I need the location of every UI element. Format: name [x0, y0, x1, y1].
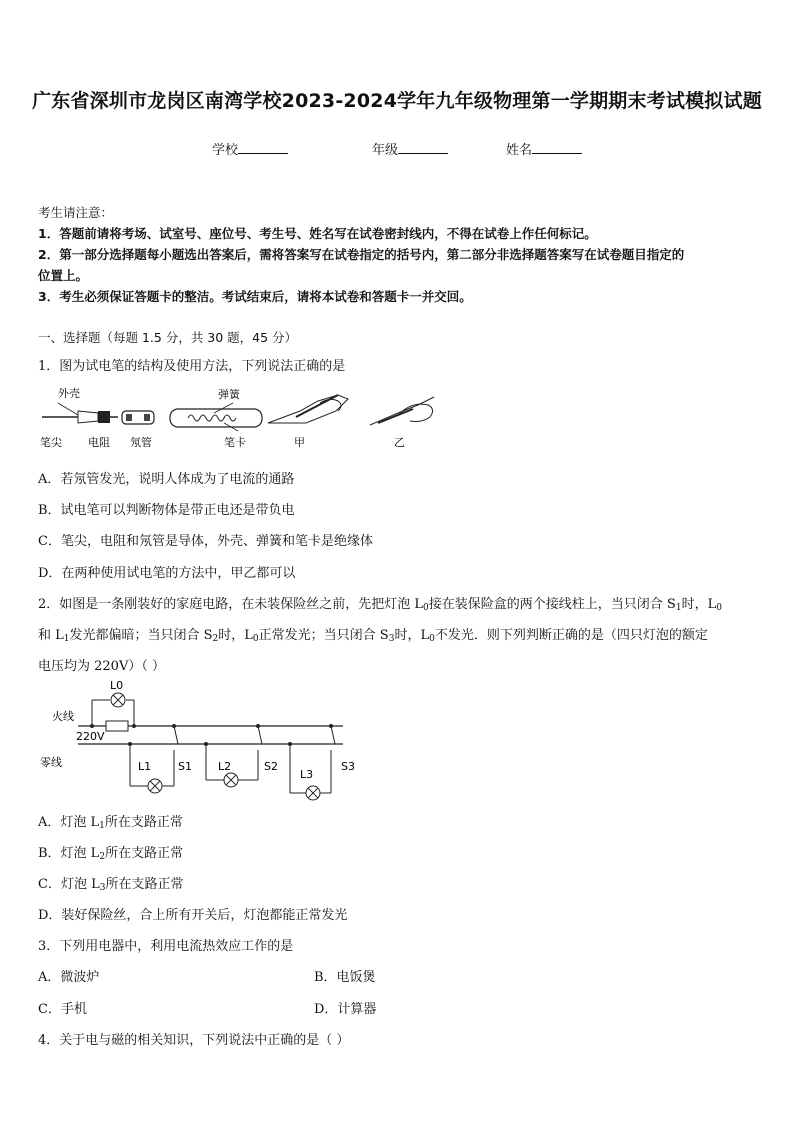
- q2-sub: 2: [212, 634, 219, 644]
- notice-item-3: 3．考生必须保证答题卡的整洁。考试结束后，请将本试卷和答题卡一并交回。: [38, 289, 472, 304]
- q2-opt-text: A．灯泡 L: [38, 815, 100, 830]
- q2-option-d: [38, 904, 347, 923]
- circuit-diagram: [38, 678, 368, 803]
- q1-option-b: B．试电笔可以判断物体是带正电还是带负电: [38, 503, 295, 518]
- q2-option-c: [38, 873, 183, 892]
- q2-opt-text: 所在支路正常: [104, 815, 183, 830]
- q2-sub: 0: [716, 603, 722, 613]
- label-live: 火线: [52, 710, 74, 723]
- label-L0: L0: [110, 679, 124, 692]
- label-yi: 乙: [394, 436, 405, 449]
- label-S2: S2: [264, 760, 278, 773]
- q2-text: 时，L: [394, 628, 430, 643]
- label-tip: 笔尖: [40, 436, 62, 449]
- q2-opt-text: D．装好保险丝，合上所有开关后，灯泡都能正常发光: [38, 908, 348, 923]
- q2-opt-text: 所在支路正常: [105, 846, 184, 861]
- grade-blank: [398, 141, 448, 154]
- q2-sub: 0: [423, 603, 429, 613]
- label-voltage: 220V: [76, 730, 105, 743]
- q1-stem: 1．图为试电笔的结构及使用方法，下列说法正确的是: [38, 359, 346, 374]
- name-field: [506, 139, 582, 158]
- q2-opt-text: B．灯泡 L: [38, 846, 100, 861]
- q3-stem: 3．下列用电器中，利用电流热效应工作的是: [38, 939, 294, 954]
- q2-opt-sub: 3: [99, 883, 106, 893]
- q2-opt-sub: 2: [99, 852, 106, 862]
- q2-opt-sub: 1: [99, 821, 105, 831]
- q2-text: 接在装保险盒的两个接线柱上，当只闭合 S: [428, 597, 676, 612]
- notice-item-2-cont: 位置上。: [38, 268, 89, 283]
- label-resistor: 电阻: [88, 436, 110, 449]
- label-L3: L3: [300, 768, 314, 781]
- q2-sub: 1: [675, 603, 682, 613]
- q2-stem-line2: [38, 624, 708, 643]
- q2-text: 正常发光；当只闭合 S: [258, 628, 389, 643]
- name-label: 姓名: [506, 143, 533, 158]
- q2-option-b: [38, 842, 183, 861]
- q1-option-a: A．若氖管发光，说明人体成为了电流的通路: [38, 472, 295, 487]
- q2-text: 不发光．则下列判断正确的是（四只灯泡的额定: [434, 628, 708, 643]
- q2-sub: 3: [388, 634, 395, 644]
- label-shell: 外壳: [58, 387, 80, 400]
- label-S3: S3: [341, 760, 355, 773]
- label-clip: 笔卡: [224, 436, 246, 449]
- q2-sub: 0: [252, 634, 259, 644]
- label-neon: 氖管: [130, 436, 152, 449]
- q2-stem-line3: 电压均为 220V）（ ）: [38, 659, 165, 674]
- q2-sub: 1: [63, 634, 70, 644]
- q2-text: 时，L: [218, 628, 253, 643]
- notice-heading: 考生请注意：: [38, 205, 114, 220]
- q3-option-a: A．微波炉: [38, 970, 100, 985]
- q1-option-c: C．笔尖，电阻和氖管是导体，外壳、弹簧和笔卡是绝缘体: [38, 534, 373, 549]
- q2-text: 2．如图是一条刚装好的家庭电路，在未装保险丝之前，先把灯泡 L: [38, 597, 424, 612]
- notice-item-1: 1．答题前请将考场、试室号、座位号、考生号、姓名写在试卷密封线内，不得在试卷上作任何标记。: [38, 226, 597, 241]
- grade-field: [372, 139, 448, 158]
- label-L2: L2: [218, 760, 232, 773]
- q2-opt-text: 所在支路正常: [105, 877, 184, 892]
- q3-option-c: C．手机: [38, 1002, 87, 1017]
- name-blank: [532, 141, 582, 154]
- q2-text: 和 L: [38, 628, 64, 643]
- test-pen-figure: [38, 383, 440, 453]
- q2-opt-text: C．灯泡 L: [38, 877, 100, 892]
- label-neutral: 零线: [40, 756, 62, 769]
- label-S1: S1: [178, 760, 192, 773]
- q2-sub: 0: [429, 634, 435, 644]
- q2-text: 发光都偏暗；当只闭合 S: [69, 628, 213, 643]
- q3-option-d: D．计算器: [314, 1002, 377, 1017]
- label-spring: 弹簧: [218, 388, 240, 401]
- label-jia: 甲: [294, 436, 305, 449]
- page-title: 广东省深圳市龙岗区南湾学校2023-2024学年九年级物理第一学期期末考试模拟试题: [32, 90, 762, 112]
- grade-label: 年级: [372, 143, 399, 158]
- label-L1: L1: [138, 760, 152, 773]
- q1-option-d: D．在两种使用试电笔的方法中，甲乙都可以: [38, 566, 296, 581]
- school-label: 学校: [212, 143, 239, 158]
- school-field: [212, 139, 288, 158]
- section-heading: 一、选择题（每题 1.5 分，共 30 题，45 分）: [38, 330, 298, 345]
- q3-option-b: B．电饭煲: [314, 970, 376, 985]
- q4-stem: 4．关于电与磁的相关知识，下列说法中正确的是（ ）: [38, 1033, 350, 1048]
- school-blank: [238, 141, 288, 154]
- q2-text: 时，L: [681, 597, 717, 612]
- q2-option-a: [38, 811, 183, 830]
- notice-item-2: 2．第一部分选择题每小题选出答案后，需将答案写在试卷指定的括号内，第二部分非选择题答案写在试卷题目指定的: [38, 247, 685, 262]
- q2-stem-line1: [38, 593, 722, 612]
